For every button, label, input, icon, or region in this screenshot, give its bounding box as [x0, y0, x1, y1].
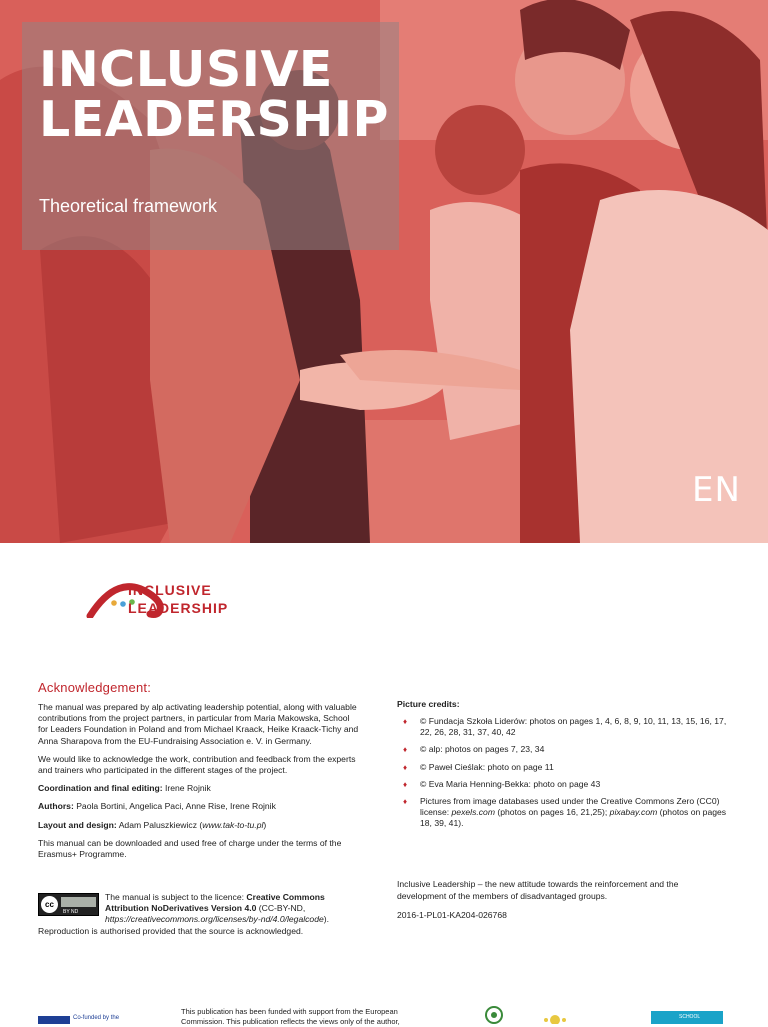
document-subtitle: Theoretical framework: [39, 196, 218, 216]
partner-sun-logo-icon: [540, 1010, 570, 1024]
licence-abbr: (CC-BY-ND,: [256, 903, 306, 914]
download-note: This manual can be downloaded and used free of charge under the terms of the Erasmus+ Programme.: [38, 837, 342, 860]
person-curly-head: [435, 105, 525, 195]
layout-value: Adam Paluszkiewicz (: [116, 819, 203, 830]
credit-text: © Fundacja Szkoła Liderów: photos on pages 1, 4, 6, 8, 9, 10, 11, 13, 15, 16, 17, 22, 26, 28, 31, 37, 40, 42: [420, 716, 727, 738]
logo-dot-blue: [120, 601, 126, 607]
acknowledgement-paragraph: We would like to acknowledge the work, contribution and feedback from the experts and trainers who participated in the different stages of the project.: [38, 753, 356, 776]
tree-center: [491, 1012, 497, 1018]
acknowledgement-heading: Acknowledgement:: [38, 680, 152, 695]
list-item: [397, 744, 737, 755]
authors-value: Paola Bortini, Angelica Paci, Anne Rise, Irene Rojnik: [73, 801, 276, 812]
sun-ray: [544, 1018, 548, 1022]
list-item: [397, 762, 737, 773]
project-info: [397, 879, 687, 930]
picture-credits-heading: Picture credits:: [397, 699, 460, 709]
cc-by-nd-badge-icon: [38, 893, 99, 916]
bullet-diamond-icon: ♦: [403, 717, 408, 726]
bullet-diamond-icon: ♦: [403, 745, 408, 755]
coordination-value: Irene Rojnik: [162, 783, 211, 794]
coordination-line: [38, 783, 360, 794]
pixabay-link[interactable]: pixabay.com: [609, 807, 658, 818]
licence-name: Creative Commons Attribution NoDerivatives Version 4.0: [105, 892, 325, 914]
acknowledgement-body: [38, 702, 360, 867]
list-item: [397, 796, 737, 830]
logo-line1: INCLUSIVE: [128, 582, 212, 598]
language-code: EN: [692, 470, 741, 510]
licence-tail: ). Reproduction is authorised provided that the source is acknowledged.: [38, 914, 330, 936]
licence-intro: The manual is subject to the licence:: [105, 892, 247, 902]
licence-block: [38, 892, 360, 937]
layout-url-link[interactable]: www.tak-to-tu.pl: [202, 819, 264, 830]
layout-label: Layout and design:: [38, 819, 117, 830]
list-item: [397, 716, 737, 738]
logo-dot-yellow: [111, 600, 117, 606]
title-box: [22, 22, 399, 250]
partner-school-text: SCHOOL: [679, 1014, 701, 1020]
licence-url-link[interactable]: https://creativecommons.org/licenses/by-nd/4.0/legalcode: [105, 914, 324, 925]
logo-line2: LEADERSHIP: [128, 600, 229, 616]
credit-text: (photos on pages 16, 21,25);: [495, 807, 610, 818]
bullet-diamond-icon: ♦: [403, 762, 408, 772]
coordination-label: Coordination and final editing:: [38, 783, 163, 794]
bullet-diamond-icon: ♦: [403, 797, 408, 807]
eu-flag-icon: [38, 1016, 70, 1024]
acknowledgement-paragraph: The manual was prepared by alp activating leadership potential, along with valuable contributions from the project partners, in particular from Maria Makowska, School for Leaders Foundation in Poland and from Michael Kraack, Heike Kraack-Tichy and Anna Sharapova from the EU-Fundraising Association e. V. in Germany.: [38, 702, 359, 746]
picture-credits-list: [397, 716, 737, 836]
document-title-line1: INCLUSIVE: [39, 41, 333, 98]
partner-school-logo-icon: [651, 1011, 723, 1024]
credit-text: © Paweł Cieślak: photo on page 11: [420, 761, 554, 772]
project-description: Inclusive Leadership – the new attitude towards the reinforcement and the development of the members of disadvantaged groups.: [397, 879, 679, 901]
funding-disclaimer: This publication has been funded with support from the European Commission. This publication reflects the views only of the author,: [181, 1007, 400, 1026]
list-item: [397, 779, 737, 790]
cc-by-nd-label: BY ND: [63, 909, 79, 915]
logo-wordmark: [128, 581, 228, 617]
cc-logo-icon: cc: [41, 896, 58, 913]
authors-line: [38, 801, 360, 812]
credit-text: © alp: photos on pages 7, 23, 34: [420, 744, 545, 755]
layout-line: [38, 820, 360, 831]
cc-by-nd-strip: [61, 897, 96, 907]
eu-cofunded-text: Co-funded by the: [73, 1015, 120, 1021]
credit-text: © Eva Maria Henning-Bekka: photo on page 43: [420, 778, 601, 789]
bullet-diamond-icon: ♦: [403, 779, 408, 789]
sun-core: [550, 1015, 560, 1024]
sun-ray: [562, 1018, 566, 1022]
project-code: 2016-1-PL01-KA204-026768: [397, 910, 507, 920]
credit-text: (photos on pages 18, 39, 41).: [420, 807, 727, 829]
document-title-line2: LEADERSHIP: [39, 91, 389, 148]
layout-end: ): [263, 819, 267, 830]
pexels-link[interactable]: pexels.com: [451, 807, 495, 818]
partner-tree-logo-icon: [478, 1005, 510, 1024]
authors-label: Authors:: [38, 801, 74, 812]
credit-text: Pictures from image databases used under the Creative Commons Zero (CC0) license:: [420, 796, 720, 818]
